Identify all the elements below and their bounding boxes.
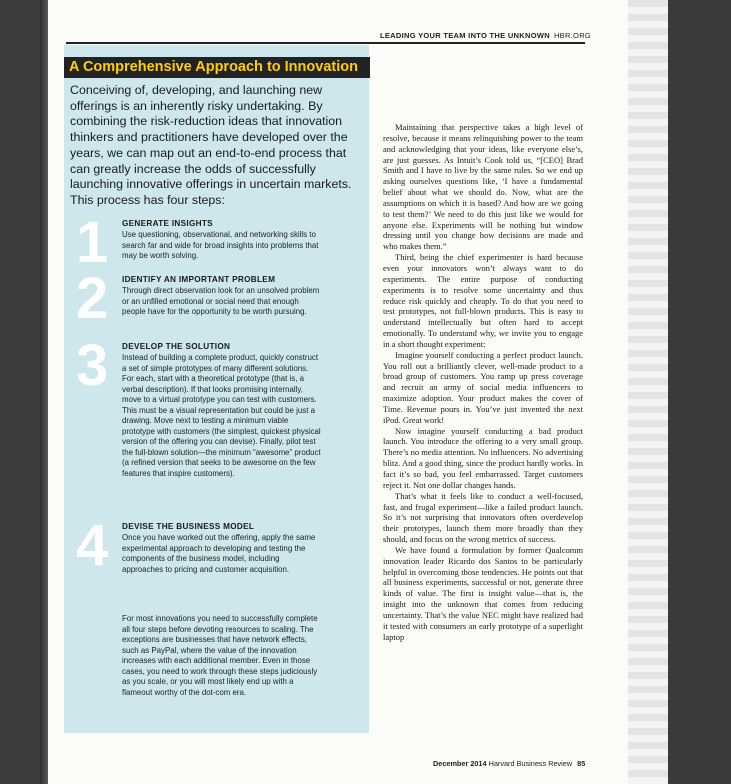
sidebar-closing: For most innovations you need to successfully complete all four steps before devoting resources to scaling. The exceptions are businesses that have network effects, such as PayPal, where the value of the innovation increases with each additional member. Even in those cases, you need to work through these steps judiciously as you scale, or you will most likely end up with a flameout worthy of the dot-com era. (122, 614, 318, 697)
running-header (380, 31, 591, 40)
step-title: DEVELOP THE SOLUTION (122, 342, 231, 351)
step-number: 2 (76, 266, 109, 331)
step-title: DEVISE THE BUSINESS MODEL (122, 522, 255, 531)
article-paragraph: We have found a formulation by former Qualcomm innovation leader Ricardo dos Santos to be particularly helpful in overcoming those tendencies. He points out that all business experiments, successful or not, generate three kinds of value. The first is insight value—that is, the insight into the unknown that comes from reducing uncertainty. That’s the value NEC might have realized had it tested with consumers an early prototype of a superlight laptop (383, 544, 583, 642)
step-title: IDENTIFY AN IMPORTANT PROBLEM (122, 275, 276, 284)
step-number: 3 (76, 333, 109, 398)
article-paragraph: Now imagine yourself conducting a bad product launch. You introduce the offering to a very small group. There’s no media attention. No influencers. No advertising blitz. And a good thing, since the product hardly works. In fact it’s so bad, you feel embarrassed. Target customers reject it. Not one dollar changes hands. (383, 425, 583, 490)
header-site: HBR.ORG (553, 31, 592, 40)
step-body: Use questioning, observational, and networking skills to search far and wide for broad insights into problems that may be worth solving. (122, 230, 319, 260)
footer-issue: December 2014 (433, 759, 487, 768)
article-paragraph: Imagine yourself conducting a perfect product launch. You roll out a brilliantly clever, well-made product to a broad group of customers. You ramp up press coverage and recruit an army of social media influencers to maximize adoption. Your product makes the cover of Time. Revenue pours in. You’ve just invented the next iPod. Great work! (383, 349, 583, 425)
page-footer (433, 759, 585, 768)
sidebar-title: A Comprehensive Approach to Innovation (64, 57, 370, 78)
header-rule (66, 42, 585, 44)
scanner-background (668, 0, 731, 784)
sidebar-intro: Conceiving of, developing, and launching new offerings is an inherently risky undertaking. By combining the risk-reduction ideas that innovation thinkers and practitioners have developed over the years, we can map out an end-to-end process that can greatly increase the odds of successfully launching innovative offerings in uncertain markets. This process has four steps: (70, 83, 352, 207)
step-body: Instead of building a complete product, quickly construct a set of simple prototypes of many different solutions. For each, start with a theoretical prototype (that is, a verbal description). If that looks promising internally, move to a virtual prototype you can test with customers. This must be a visual representation but could be just a drawing. Move next to testing a minimum viable prototype with customers (the simplest, quickest physical version of the offering you can devise). Finally, pilot test the full-blown solution—the minimum “awesome” product (a refined version that seeks to be awesome on the few features that inspire customers). (122, 353, 321, 478)
article-column (383, 122, 583, 643)
step-title: GENERATE INSIGHTS (122, 219, 213, 228)
step-body: Once you have worked out the offering, apply the same experimental approach to developing and testing the components of the business model, including approaches to pricing and customer acquisition. (122, 533, 316, 574)
step-body: Through direct observation look for an unsolved problem or an unfilled emotional or social need that enough people have for the opportunity to be worth pursuing. (122, 286, 320, 316)
page-gutter-shadow (40, 0, 48, 784)
article-paragraph: Maintaining that perspective takes a high level of resolve, because it means relinquishing power to the team and acknowledging that your ideas, like everyone else’s, are just guesses. As Intuit’s Cook told us, “[CEO] Brad Smith and I have to live by the same rules. So we end up asking ourselves questions like, ‘I have a fundamental belief about what we should do. Now, what are the assumptions on which it is based? And how are we going to test them?’ We need to do this just like we would for anyone else. Experiments will be nothing but window dressing until you change how decisions are made and who makes them.” (383, 122, 583, 252)
header-section: LEADING YOUR TEAM INTO THE UNKNOWN (380, 31, 550, 40)
next-page-edge (628, 0, 668, 784)
article-paragraph: Third, being the chief experimenter is hard because even your innovators won’t always want to do experiments. The entire purpose of conducting experiments is to resolve some uncertainty and thus reduce risk quickly and cheaply. To do that you need to test prototypes, not full-blown products. This is easy to understand intellectually but often hard to accept emotionally. To understand why, we invite you to engage in a short thought experiment: (383, 252, 583, 349)
footer-page-number: 85 (577, 759, 586, 768)
step-number: 1 (76, 210, 109, 275)
footer-publication: Harvard Business Review (488, 759, 573, 768)
step-number: 4 (76, 513, 109, 578)
article-paragraph: That’s what it feels like to conduct a well-focused, fast, and frugal experiment—like a failed product launch. So it’s not surprising that innovators often overdevelop their prototypes, launch them more broadly than they should, and focus on the wrong metrics of success. (383, 490, 583, 545)
